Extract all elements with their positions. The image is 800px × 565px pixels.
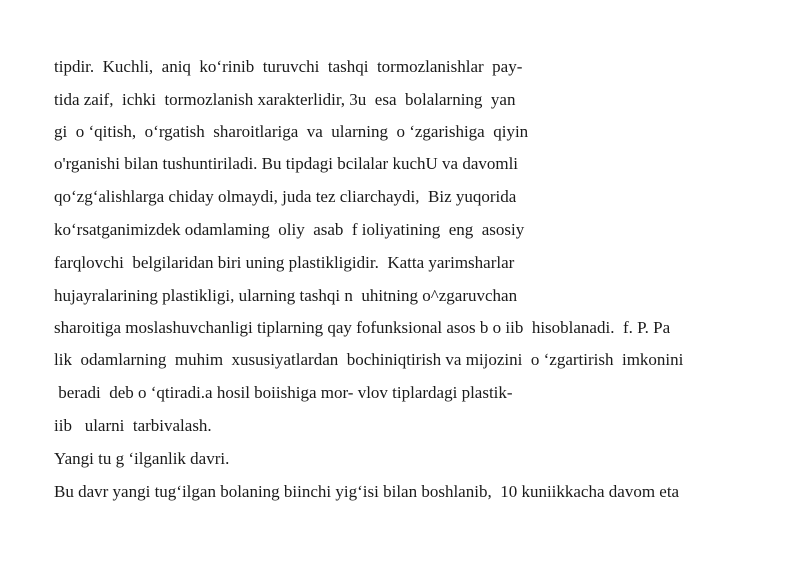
text-line-6: ko‘rsatganimizdek odamlaming oliy asab f ioliyatining eng asosiy bbox=[54, 220, 525, 239]
text-line-5: qo‘zg‘alishlarga chiday olmaydi, juda tez cliarchaydi, Biz yuqorida bbox=[54, 187, 517, 206]
text-line-2: tida zaif, ichki tormozlanish xarakterlidir, 3u esa bolalarning yan bbox=[54, 90, 516, 109]
text-line-12: iib ularni tarbivalash. bbox=[54, 416, 212, 435]
section-heading: Yangi tu g ‘ilganlik davri. bbox=[54, 449, 230, 468]
text-line-1: tipdir. Kuchli, aniq ko‘rinib turuvchi tashqi tormozlanishlar pay- bbox=[54, 57, 523, 76]
text-line-10: lik odamlarning muhim xususiyatlardan bochiniqtirish va mijozini o ‘zgartirish imkonini bbox=[54, 350, 684, 369]
text-line-7: farqlovchi belgilaridan biri uning plastikligidir. Katta yarimsharlar bbox=[54, 253, 515, 272]
text-line-11: beradi deb o ‘qtiradi.a hosil boiishiga mor- vlov tiplardagi plastik- bbox=[54, 383, 513, 402]
text-line-14: Bu davr yangi tug‘ilgan bolaning biinchi yig‘isi bilan boshlanib, 10 kuniikkacha davom eta bbox=[54, 482, 680, 501]
text-line-9: sharoitiga moslashuvchanligi tiplarning qay fofunksional asos b o iib hisoblanadi. f. P. Pa bbox=[54, 318, 671, 337]
text-line-8: hujayralarining plastikligi, ularning tashqi n uhitning o^zgaruvchan bbox=[54, 286, 518, 305]
text-line-3: gi o ‘qitish, o‘rgatish sharoitlariga va ularning o ‘zgarishiga qiyin bbox=[54, 122, 529, 141]
text-line-4: o'rganishi bilan tushuntiriladi. Bu tipdagi bcilalar kuchU va davomli bbox=[54, 154, 519, 173]
